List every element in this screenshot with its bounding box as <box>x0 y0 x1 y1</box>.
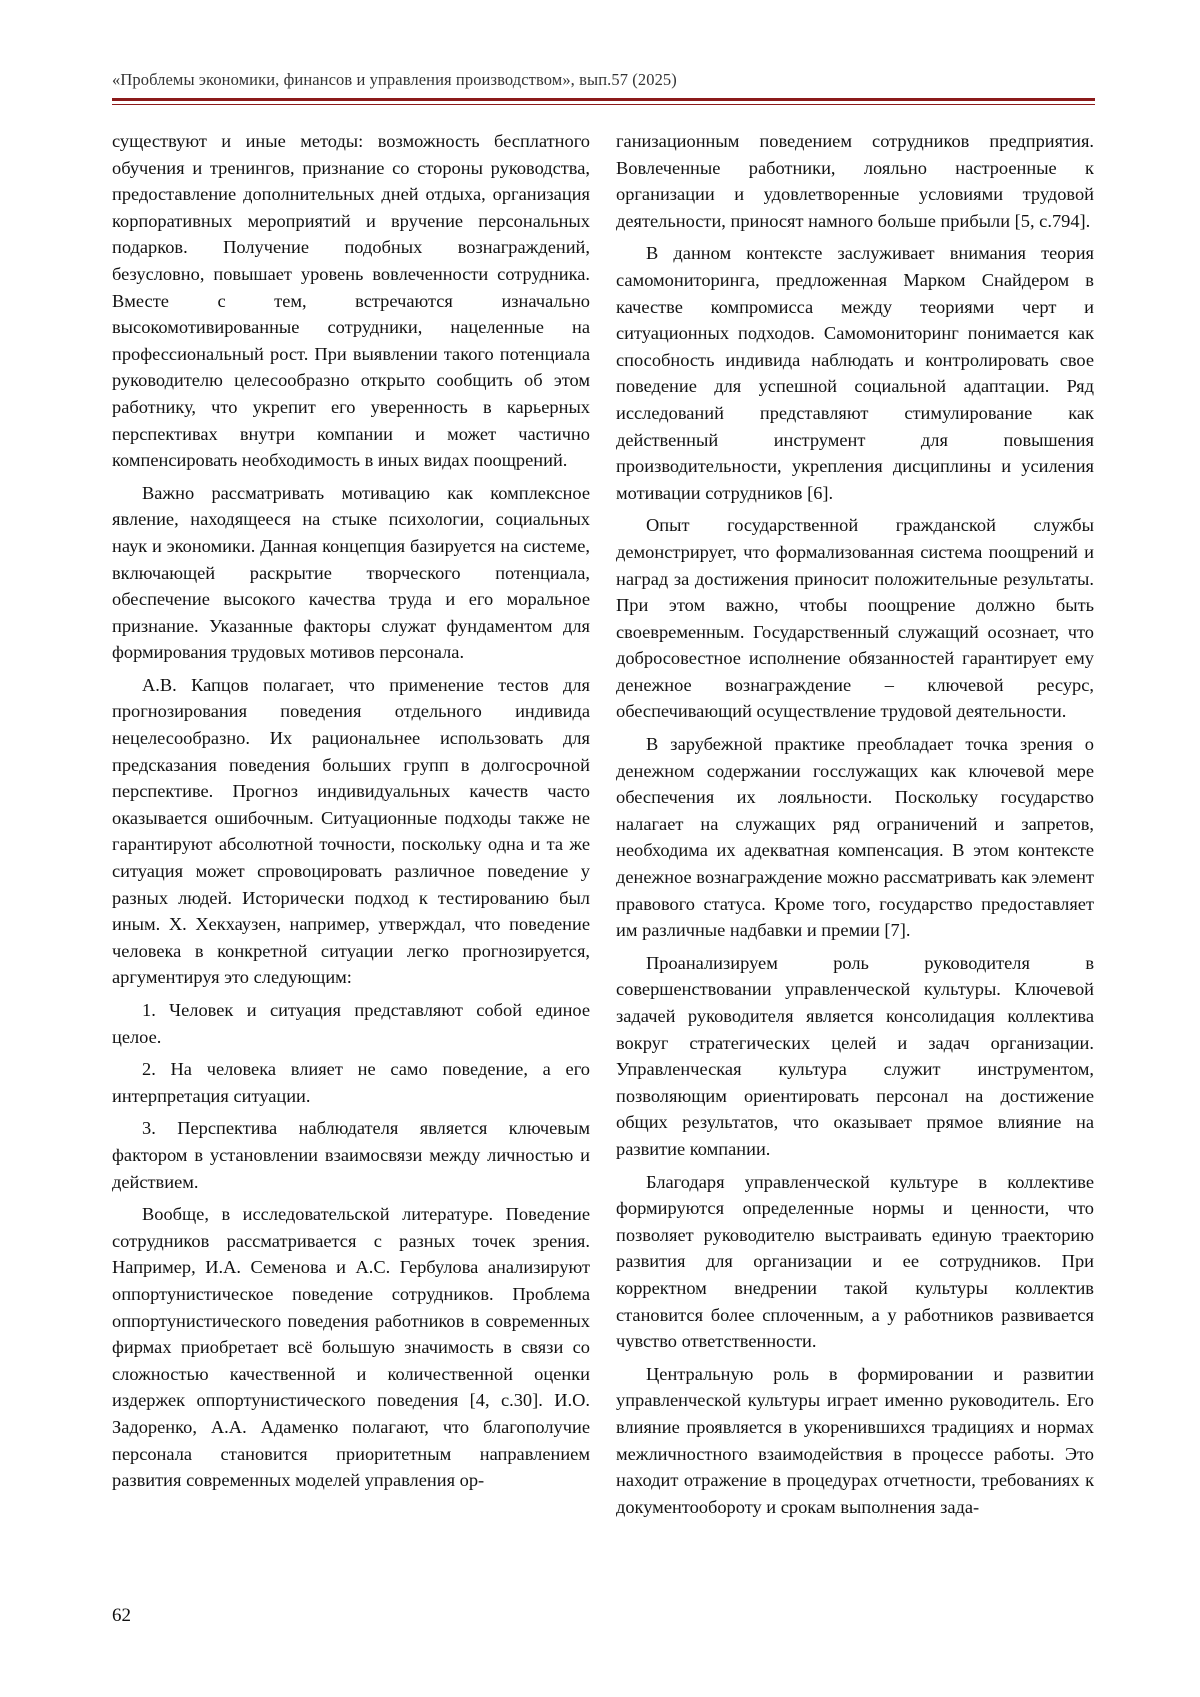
page-number: 62 <box>112 1605 131 1626</box>
paragraph: Вообще, в исследовательской литературе. Поведение сотрудников рассматривается с разных точек зрения. Например, И.А. Семенова и А.С. Гербулова анализируют оппортунистическое поведение сотрудников. Проблема оппортунистического поведения работников в современных фирмах приобретает всё большую значимость в связи со сложностью качественной и количественной оценки издержек оппортунистического поведения [4, с.30]. И.О. Задоренко, А.А. Адаменко полагают, что благополучие персонала становится приоритетным направлением развития современных моделей управления ор- <box>112 1204 590 1491</box>
list-item: 1. Человек и ситуация представляют собой единое целое. <box>112 1000 590 1047</box>
list-item: 3. Перспектива наблюдателя является ключевым фактором в установлении взаимосвязи между личностью и действием. <box>112 1118 590 1192</box>
paragraph: ганизационным поведением сотрудников предприятия. Вовлеченные работники, лояльно настроенные к организации и удовлетворенные условиями трудовой деятельности, приносят намного больше прибыли [5, с.794]. <box>616 131 1094 231</box>
paragraph: Опыт государственной гражданской службы демонстрирует, что формализованная система поощрений и наград за достижения приносит положительные результаты. При этом важно, чтобы поощрение должно быть своевременным. Государственный служащий осознает, что добросовестное исполнение обязанностей гарантирует ему денежное вознаграждение – ключевой ресурс, обеспечивающий осуществление трудовой деятельности. <box>616 515 1094 722</box>
header-rule-thick <box>112 98 1095 101</box>
paragraph: Центральную роль в формировании и развитии управленческой культуры играет именно руководитель. Его влияние проявляется в укоренившихся традициях и нормах межличностного взаимодействия в процессе работы. Это находит отражение в процедурах отчетности, требованиях к документообороту и срокам выполнения зада- <box>616 1363 1094 1517</box>
header-rule-thin <box>112 104 1095 105</box>
paragraph: Благодаря управленческой культуре в коллективе формируются определенные нормы и ценности, что позволяет руководителю выстраивать единую траекторию развития для организации и ее сотрудников. При корректном внедрении такой культуры коллектив становится более сплоченным, а у работников развивается чувство ответственности. <box>616 1171 1094 1352</box>
paragraph: существуют и иные методы: возможность бесплатного обучения и тренингов, признание со стороны руководства, предоставление дополнительных дней отдыха, организация корпоративных мероприятий и вручение персональных подарков. Получение подобных вознаграждений, безусловно, повышает уровень вовлеченности сотрудника. Вместе с тем, встречаются изначально высокомотивированные сотрудники, нацеленные на профессиональный рост. При выявлении такого потенциала руководителю целесообразно открыто сообщить об этом работнику, что укрепит его уверенность в карьерных перспективах внутри компании и может частично компенсировать необходимость в иных видах поощрений. <box>112 131 590 471</box>
running-header: «Проблемы экономики, финансов и управления производством», вып.57 (2025) <box>112 70 677 89</box>
paragraph: А.В. Капцов полагает, что применение тестов для прогнозирования поведения отдельного индивида нецелесообразно. Их рациональнее использовать для предсказания поведения больших групп в долгосрочной перспективе. Прогноз индивидуальных качеств часто оказывается ошибочным. Ситуационные подходы также не гарантируют абсолютной точности, поскольку одна и та же ситуация может спровоцировать различное поведение у разных людей. Исторически подход к тестированию был иным. Х. Хекхаузен, например, утверждал, что поведение человека в конкретной ситуации легко прогнозируется, аргументируя это следующим: <box>112 674 590 988</box>
paragraph: В зарубежной практике преобладает точка зрения о денежном содержании госслужащих как ключевой мере обеспечения их лояльности. Поскольку государство налагает на служащих ряд ограничений и запретов, необходима их адекватная компенсация. В этом контексте денежное вознаграждение можно рассматривать как элемент правового статуса. Кроме того, государство предоставляет им различные надбавки и премии [7]. <box>616 734 1094 941</box>
paragraph: Важно рассматривать мотивацию как комплексное явление, находящееся на стыке психологии, социальных наук и экономики. Данная концепция базируется на системе, включающей раскрытие творческого потенциала, обеспечение высокого качества труда и его моральное признание. Указанные факторы служат фундаментом для формирования трудовых мотивов персонала. <box>112 482 590 663</box>
right-column <box>616 128 1094 1526</box>
paragraph: Проанализируем роль руководителя в совершенствовании управленческой культуры. Ключевой задачей руководителя является консолидация коллектива вокруг стратегических целей и задач организации. Управленческая культура служит инструментом, позволяющим ориентировать персонал на достижение общих результатов, что оказывает прямое влияние на развитие компании. <box>616 952 1094 1159</box>
left-column <box>112 128 590 1500</box>
paragraph: В данном контексте заслуживает внимания теория самомониторинга, предложенная Марком Снайдером в качестве компромисса между теориями черт и ситуационных подходов. Самомониторинг понимается как способность индивида наблюдать и контролировать свое поведение для успешной социальной адаптации. Ряд исследований представляют стимулирование как действенный инструмент для повышения производительности, укрепления дисциплины и усиления мотивации сотрудников [6]. <box>616 243 1094 503</box>
list-item: 2. На человека влияет не само поведение, а его интерпретация ситуации. <box>112 1059 590 1106</box>
